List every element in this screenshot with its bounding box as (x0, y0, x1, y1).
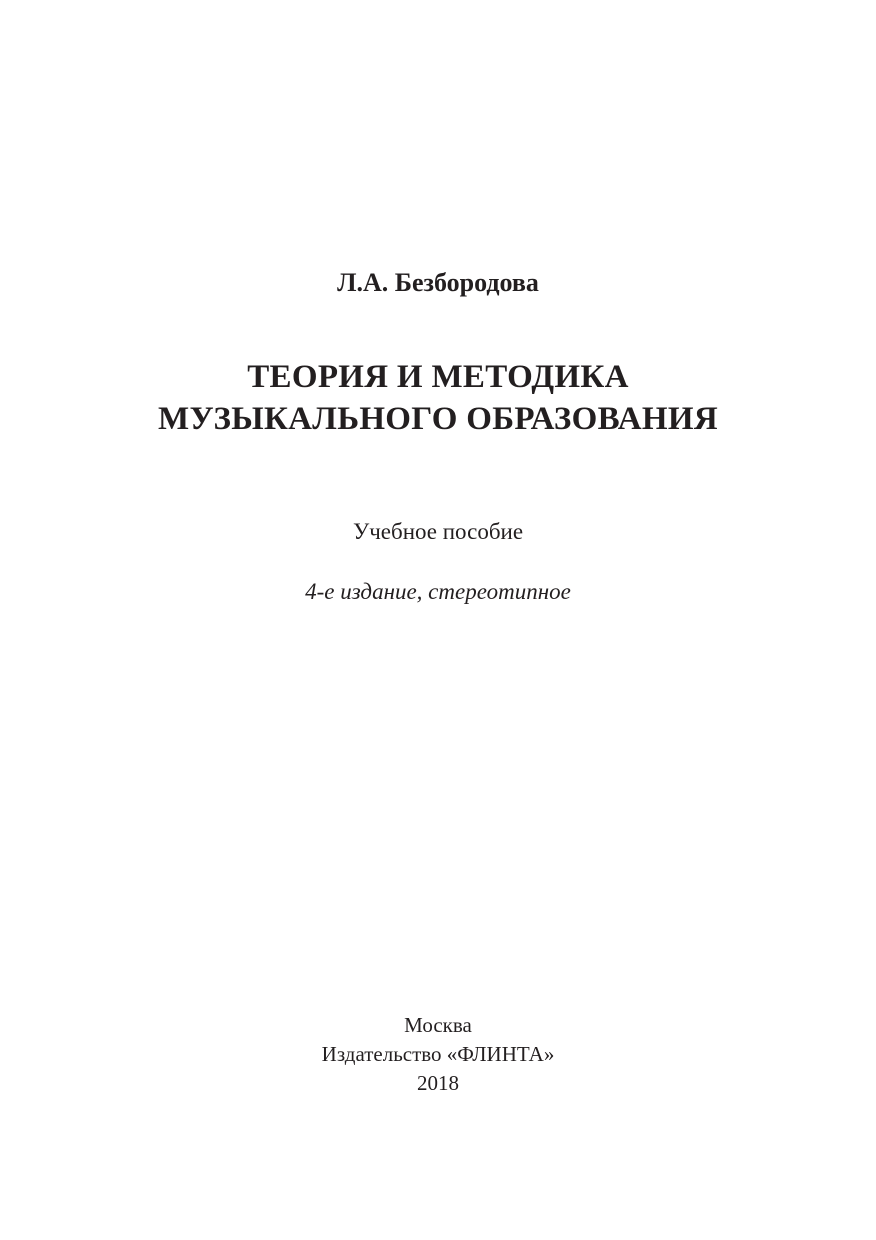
author-name: Л.А. Безбородова (337, 268, 539, 297)
imprint (0, 1011, 876, 1098)
imprint-year: 2018 (417, 1071, 459, 1095)
imprint-city: Москва (404, 1013, 472, 1037)
book-title-line-2: МУЗЫКАЛЬНОГО ОБРАЗОВАНИЯ (158, 401, 718, 437)
imprint-publisher: Издательство «ФЛИНТА» (321, 1042, 555, 1066)
book-subtitle: Учебное пособие (352, 519, 524, 544)
book-title (0, 356, 876, 440)
edition-note: 4-е издание, стереотипное (305, 579, 571, 604)
book-title-line-1: ТЕОРИЯ И МЕТОДИКА (247, 359, 629, 395)
